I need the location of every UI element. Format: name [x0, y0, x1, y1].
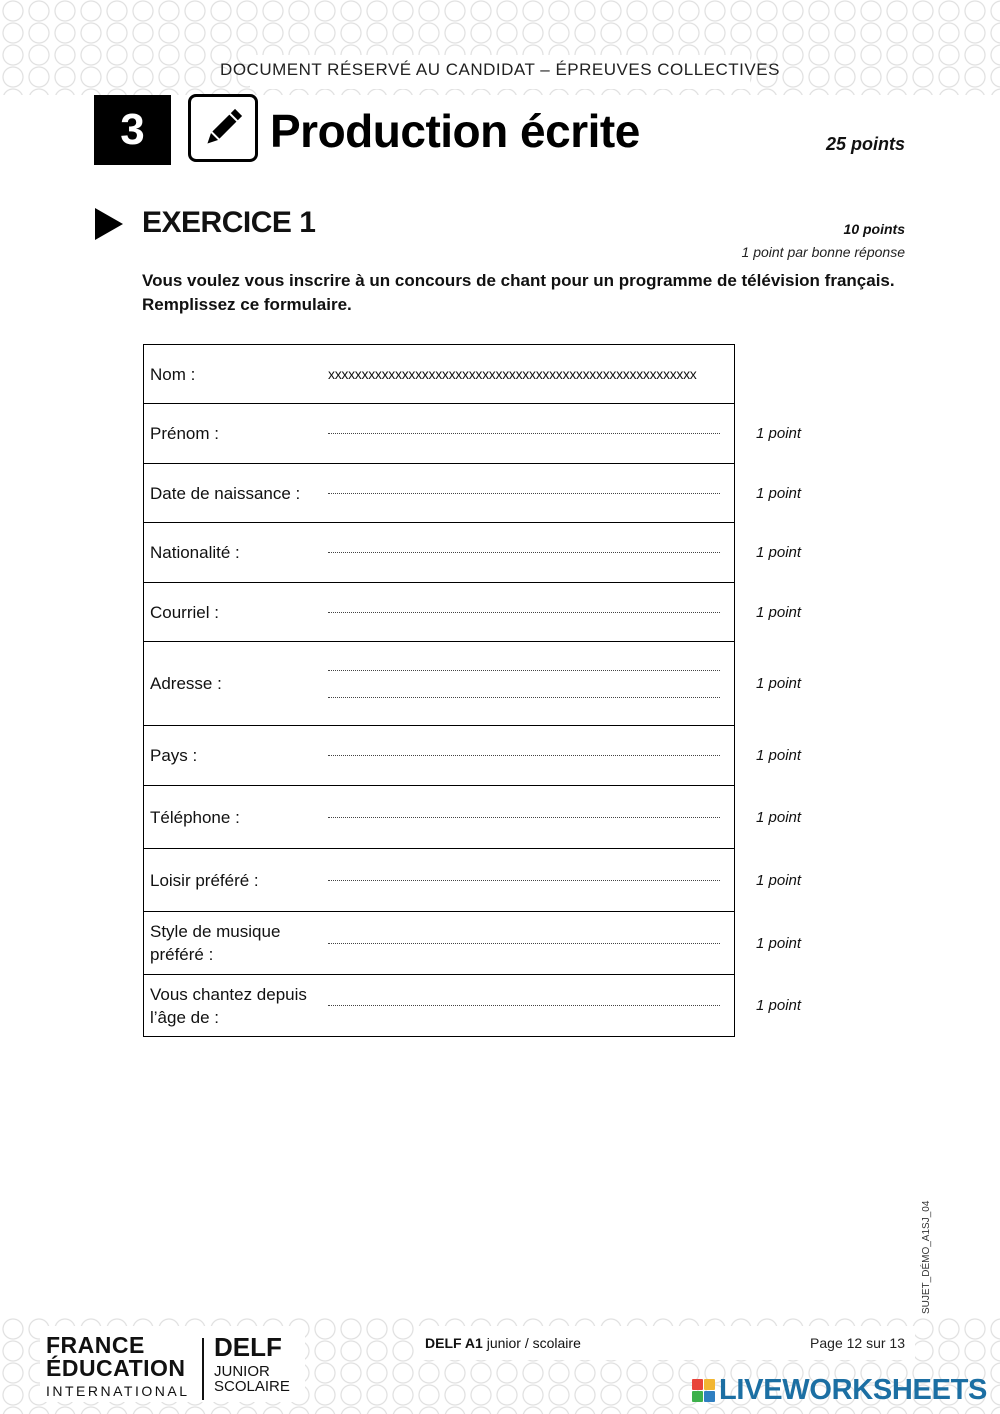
field-points: 1 point: [756, 544, 802, 561]
dotted-line: [328, 612, 720, 613]
form-row-telephone: [144, 786, 802, 849]
logo-square: [692, 1379, 703, 1390]
prefilled-value: xxxxxxxxxxxxxxxxxxxxxxxxxxxxxxxxxxxxxxxxxxxxxxxxxxxxxxx: [328, 366, 697, 382]
exam-level: DELF A1: [425, 1335, 483, 1351]
answer-field[interactable]: [328, 849, 720, 911]
logo-text: DELF: [214, 1332, 282, 1362]
exercise-title: EXERCICE 1: [142, 206, 316, 239]
dotted-line: [328, 755, 720, 756]
exam-label: [425, 1335, 581, 1351]
exercise-instructions: [142, 269, 902, 317]
form-row-nationalite: [144, 523, 802, 583]
logo-text: JUNIOR: [214, 1363, 270, 1380]
dotted-line: [328, 880, 720, 881]
dotted-line: [328, 433, 720, 434]
field-points: 1 point: [756, 603, 802, 621]
form-row-prenom: [144, 404, 802, 464]
section-points: 25 points: [825, 134, 905, 154]
logo-square: [704, 1379, 715, 1390]
field-label: Téléphone :: [150, 807, 240, 827]
field-points: 1 point: [756, 934, 802, 952]
answer-field[interactable]: [328, 642, 720, 725]
form-row-nom: [144, 345, 734, 404]
logo-square: [704, 1391, 715, 1402]
field-points: 1 point: [756, 808, 802, 826]
field-points: 1 point: [756, 747, 802, 764]
form-row-courriel: [144, 583, 802, 642]
liveworksheets-watermark: [692, 1374, 987, 1407]
exercise-points: 10 points: [843, 221, 905, 237]
field-label: Style de musique préféré :: [150, 922, 281, 964]
dotted-line: [328, 1005, 720, 1006]
dotted-line: [328, 817, 720, 818]
answer-field[interactable]: [328, 726, 720, 785]
form-row-style-musique: [144, 912, 802, 975]
watermark-text: LIVEWORKSHEETS: [719, 1374, 988, 1406]
field-label: Nationalité :: [150, 543, 240, 562]
dotted-line: [328, 697, 720, 698]
answer-field[interactable]: [328, 583, 720, 641]
logo-text: INTERNATIONAL: [46, 1383, 190, 1399]
answer-field[interactable]: [328, 464, 720, 522]
field-label: Prénom :: [150, 424, 219, 443]
field-label: Date de naissance :: [150, 483, 301, 503]
answer-field[interactable]: [328, 523, 720, 582]
form-row-date-de-naissance: [144, 464, 802, 523]
answer-field[interactable]: [328, 786, 720, 848]
field-label: Courriel :: [150, 602, 219, 622]
instruction-line: Remplissez ce formulaire.: [142, 295, 352, 314]
field-points: 1 point: [756, 871, 802, 889]
instruction-line: Vous voulez vous inscrire à un concours de chant pour un programme de télévision français.: [142, 271, 895, 290]
logo-text: FRANCE: [46, 1332, 145, 1358]
document-code: SUJET_DÉMO_A1SJ_04: [921, 1200, 932, 1314]
logo-divider: [202, 1338, 204, 1400]
delf-logo: [214, 1334, 290, 1394]
logo-square: [692, 1391, 703, 1402]
exercise-arrow-icon: [95, 208, 123, 240]
form-row-adresse: [144, 642, 802, 726]
france-education-logo: [46, 1334, 206, 1399]
field-points: 1 point: [756, 484, 802, 502]
field-label: Nom :: [150, 364, 196, 384]
page-number: Page 12 sur 13: [810, 1335, 905, 1351]
field-label: Vous chantez depuis l’âge de :: [150, 984, 307, 1027]
answer-field[interactable]: [328, 404, 720, 463]
pencil-icon: [188, 94, 258, 162]
field-points: 1 point: [756, 675, 802, 692]
exercise-scoring-rule: 1 point par bonne réponse: [741, 244, 905, 260]
exam-variant: junior / scolaire: [486, 1335, 581, 1351]
logo-text: SCOLAIRE: [214, 1378, 290, 1395]
field-value: [328, 345, 720, 403]
section-number: 3: [94, 95, 171, 165]
form-row-age-chant: [144, 975, 802, 1036]
dotted-line: [328, 670, 720, 671]
registration-form: [143, 344, 802, 1037]
logo-text: ÉDUCATION: [46, 1355, 186, 1381]
dotted-line: [328, 552, 720, 553]
form-row-loisir: [144, 849, 802, 912]
dotted-line: [328, 493, 720, 494]
document-notice: DOCUMENT RÉSERVÉ AU CANDIDAT – ÉPREUVES COLLECTIVES: [220, 60, 780, 79]
dotted-line: [328, 943, 720, 944]
answer-field[interactable]: [328, 912, 720, 974]
field-label: Loisir préféré :: [150, 870, 259, 890]
field-label: Adresse :: [150, 674, 222, 693]
field-points: 1 point: [756, 997, 802, 1014]
form-row-pays: [144, 726, 802, 786]
section-title: Production écrite: [270, 105, 640, 157]
field-points: 1 point: [756, 425, 802, 442]
answer-field[interactable]: [328, 975, 720, 1036]
field-label: Pays :: [150, 746, 198, 765]
liveworksheets-icon: [692, 1379, 715, 1402]
